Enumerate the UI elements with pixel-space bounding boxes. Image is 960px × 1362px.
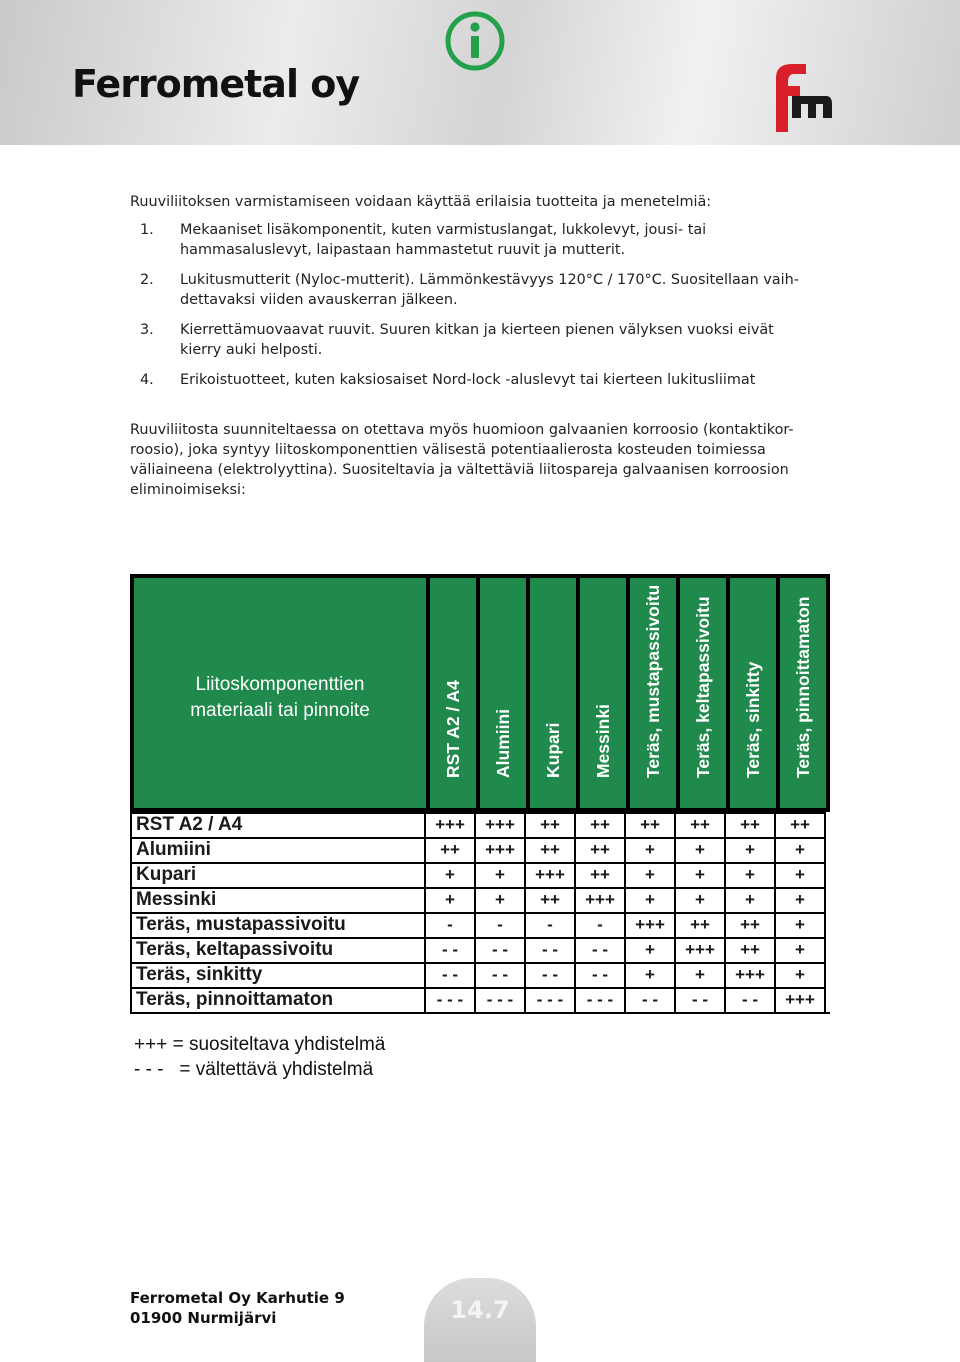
table-corner-header xyxy=(134,578,426,808)
column-header-label: Alumiini xyxy=(493,708,513,778)
column-header xyxy=(780,578,826,808)
row-label: Kupari xyxy=(130,862,426,887)
table-cell: ++ xyxy=(426,837,476,862)
table-row xyxy=(130,937,830,962)
row-label: Alumiini xyxy=(130,837,426,862)
table-row xyxy=(130,862,830,887)
paragraph-line: roosio), joka syntyy liitoskomponenttien välisestä potentiaalierosta kosteuden toimiessa xyxy=(130,442,766,458)
table-row xyxy=(130,887,830,912)
table-cell: ++ xyxy=(776,812,826,837)
list-number: 4. xyxy=(140,372,154,388)
list-item xyxy=(130,320,830,360)
column-header xyxy=(480,578,526,808)
table-cell: + xyxy=(726,862,776,887)
paragraph-line: eliminoimiseksi: xyxy=(130,482,246,498)
list-line: Kierrettämuovaavat ruuvit. Suuren kitkan ja kierteen pienen välyksen vuoksi eivät xyxy=(180,322,774,338)
column-header-label: Teräs, pinnoittamaton xyxy=(793,596,813,778)
table-cell: ++ xyxy=(676,912,726,937)
page-tab xyxy=(424,1278,536,1362)
table-row xyxy=(130,912,830,937)
table-cell: ++ xyxy=(626,812,676,837)
legend-avoid: - - - = vältettävä yhdistelmä xyxy=(134,1059,374,1080)
legend-recommended: +++ = suositeltava yhdistelmä xyxy=(134,1034,386,1055)
column-header-label: Kupari xyxy=(543,722,563,778)
table-cell: - - - xyxy=(526,987,576,1012)
table-cell: +++ xyxy=(426,812,476,837)
table-cell: - - xyxy=(476,962,526,987)
list-number: 1. xyxy=(140,222,154,238)
table-cell: + xyxy=(776,862,826,887)
table-cell: - - xyxy=(426,962,476,987)
table-cell: - - xyxy=(676,987,726,1012)
list-item xyxy=(130,370,830,390)
column-header-label: Teräs, sinkitty xyxy=(743,661,763,778)
row-label: RST A2 / A4 xyxy=(130,812,426,837)
table-cell: - - xyxy=(726,987,776,1012)
list-line: Mekaaniset lisäkomponentit, kuten varmistuslangat, lukkolevyt, jousi- tai xyxy=(180,222,707,238)
table-cell: ++ xyxy=(576,837,626,862)
table-cell: - - xyxy=(526,962,576,987)
table-cell: + xyxy=(676,862,726,887)
column-header xyxy=(530,578,576,808)
table-cell: + xyxy=(776,887,826,912)
row-label: Teräs, mustapassivoitu xyxy=(130,912,426,937)
list-number: 2. xyxy=(140,272,154,288)
intro-text: Ruuviliitoksen varmistamiseen voidaan käyttää erilaisia tuotteita ja menetelmiä: xyxy=(130,194,712,210)
info-icon xyxy=(444,10,506,72)
table-cell: + xyxy=(776,912,826,937)
table-cell: + xyxy=(626,837,676,862)
footer-address xyxy=(130,1288,345,1328)
table-cell: - - - xyxy=(426,987,476,1012)
column-header-label: RST A2 / A4 xyxy=(443,680,463,778)
table-cell: + xyxy=(676,962,726,987)
column-header-label: Messinki xyxy=(593,704,613,778)
table-header xyxy=(130,574,830,812)
column-header-label: Teräs, mustapassivoitu xyxy=(643,584,663,778)
table-cell: + xyxy=(776,837,826,862)
row-label: Teräs, sinkitty xyxy=(130,962,426,987)
table-cell: ++ xyxy=(726,937,776,962)
table-cell: +++ xyxy=(676,937,726,962)
table-cell: ++ xyxy=(576,862,626,887)
row-label: Teräs, keltapassivoitu xyxy=(130,937,426,962)
table-cell: - - xyxy=(576,962,626,987)
table-cell: + xyxy=(626,887,676,912)
table-cell: - - - xyxy=(576,987,626,1012)
table-cell: ++ xyxy=(526,812,576,837)
list-line: Erikoistuotteet, kuten kaksiosaiset Nord-lock -aluslevyt tai kierteen lukitusliimat xyxy=(180,372,756,388)
table-cell: + xyxy=(626,937,676,962)
table-cell: - xyxy=(476,912,526,937)
column-header xyxy=(680,578,726,808)
fm-logo xyxy=(768,60,834,132)
paragraph-line: väliaineena (elektrolyyttina). Suositeltavia ja vältettäviä liitospareja galvaanisen korroosion xyxy=(130,462,789,478)
table-cell: +++ xyxy=(476,812,526,837)
list-line: hammasaluslevyt, laipastaan hammastetut ruuvit ja mutterit. xyxy=(180,242,626,258)
corner-line: materiaali tai pinnoite xyxy=(190,700,370,721)
table-cell: ++ xyxy=(726,912,776,937)
table-cell: +++ xyxy=(626,912,676,937)
methods-list xyxy=(130,220,830,400)
table-cell: +++ xyxy=(476,837,526,862)
table-cell: ++ xyxy=(726,812,776,837)
compatibility-table xyxy=(130,574,830,1012)
address-line: 01900 Nurmijärvi xyxy=(130,1309,277,1327)
table-cell: - - xyxy=(476,937,526,962)
page-number: 14.7 xyxy=(450,1296,510,1324)
table-cell: + xyxy=(676,887,726,912)
table-cell: - - xyxy=(626,987,676,1012)
table-cell: + xyxy=(476,887,526,912)
column-header xyxy=(630,578,676,808)
table-cell: + xyxy=(626,962,676,987)
table-row xyxy=(130,962,830,987)
corrosion-paragraph xyxy=(130,420,810,500)
table-cell: - - xyxy=(526,937,576,962)
table-cell: + xyxy=(776,962,826,987)
table-cell: - - xyxy=(576,937,626,962)
table-cell: + xyxy=(776,937,826,962)
list-line: Lukitusmutterit (Nyloc-mutterit). Lämmönkestävyys 120°C / 170°C. Suositellaan vaih- xyxy=(180,272,799,288)
list-number: 3. xyxy=(140,322,154,338)
column-header xyxy=(430,578,476,808)
table-cell: - xyxy=(526,912,576,937)
column-header xyxy=(730,578,776,808)
table-cell: ++ xyxy=(526,837,576,862)
table-cell: +++ xyxy=(726,962,776,987)
table-cell: + xyxy=(426,862,476,887)
table-cell: ++ xyxy=(576,812,626,837)
table-cell: - xyxy=(576,912,626,937)
corner-line: Liitoskomponenttien xyxy=(195,674,365,695)
list-line: dettavaksi viiden avauskerran jälkeen. xyxy=(180,292,458,308)
legend xyxy=(134,1032,385,1082)
table-cell: +++ xyxy=(576,887,626,912)
table-cell: + xyxy=(726,887,776,912)
row-label: Messinki xyxy=(130,887,426,912)
table-cell: +++ xyxy=(526,862,576,887)
table-cell: + xyxy=(676,837,726,862)
list-line: kierry auki helposti. xyxy=(180,342,323,358)
paragraph-line: Ruuviliitosta suunniteltaessa on otettava myös huomioon galvaanien korroosio (kontaktikor- xyxy=(130,422,794,438)
table-cell: - - xyxy=(426,937,476,962)
table-cell: + xyxy=(426,887,476,912)
table-cell: - - - xyxy=(476,987,526,1012)
table-cell: + xyxy=(726,837,776,862)
table-bottom-border xyxy=(130,1012,830,1014)
table-cell: +++ xyxy=(776,987,826,1012)
table-row xyxy=(130,812,830,837)
table-row xyxy=(130,837,830,862)
address-line: Ferrometal Oy Karhutie 9 xyxy=(130,1289,345,1307)
column-header-label: Teräs, keltapassivoitu xyxy=(693,596,713,778)
table-cell: + xyxy=(476,862,526,887)
column-header xyxy=(580,578,626,808)
list-item xyxy=(130,270,830,310)
list-item xyxy=(130,220,830,260)
table-cell: - xyxy=(426,912,476,937)
brand-name: Ferrometal oy xyxy=(72,62,360,106)
row-label: Teräs, pinnoittamaton xyxy=(130,987,426,1012)
table-row xyxy=(130,987,830,1012)
table-body xyxy=(130,812,830,1012)
table-cell: ++ xyxy=(676,812,726,837)
table-cell: ++ xyxy=(526,887,576,912)
table-cell: + xyxy=(626,862,676,887)
